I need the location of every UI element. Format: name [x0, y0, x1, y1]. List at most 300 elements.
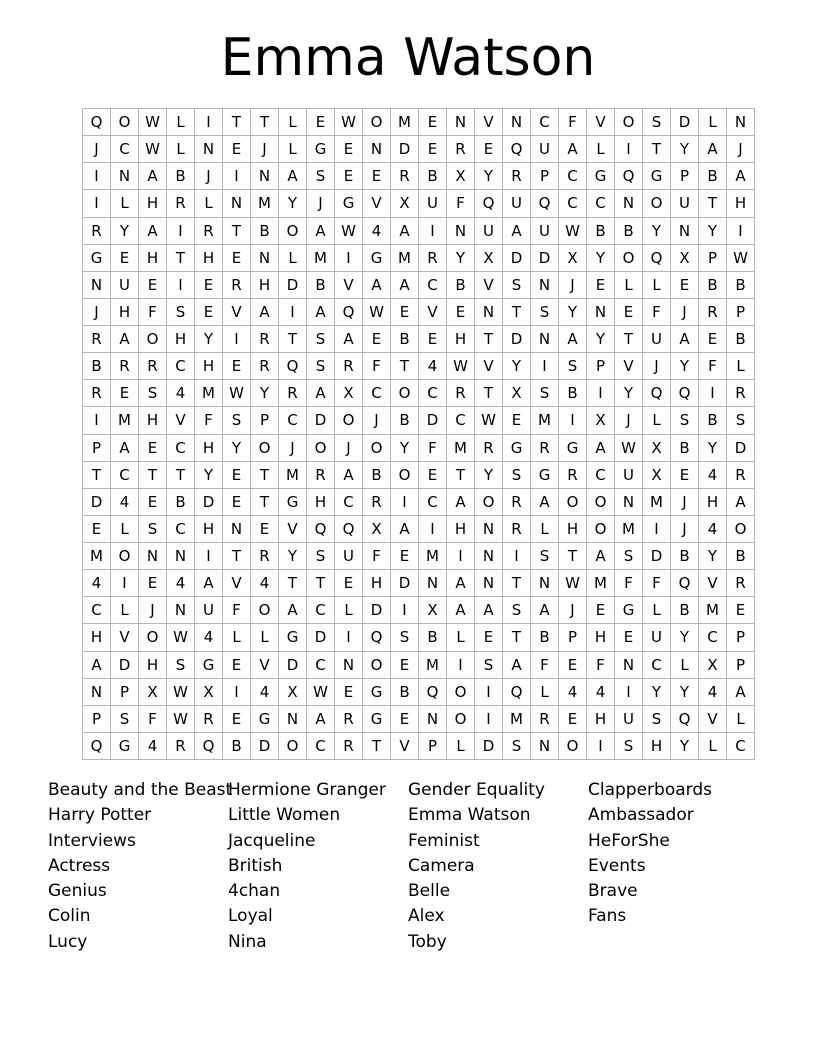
grid-cell: R: [419, 244, 447, 271]
grid-cell: E: [475, 136, 503, 163]
grid-cell: N: [531, 570, 559, 597]
grid-row: [83, 353, 755, 380]
grid-cell: G: [279, 624, 307, 651]
grid-cell: X: [587, 407, 615, 434]
word-item: Loyal: [228, 906, 273, 927]
grid-cell: C: [643, 651, 671, 678]
grid-cell: H: [195, 353, 223, 380]
grid-cell: W: [559, 570, 587, 597]
grid-cell: R: [727, 570, 755, 597]
grid-cell: C: [307, 651, 335, 678]
grid-cell: C: [587, 461, 615, 488]
grid-cell: E: [671, 461, 699, 488]
grid-cell: R: [139, 353, 167, 380]
grid-cell: B: [419, 163, 447, 190]
grid-cell: X: [335, 380, 363, 407]
word-item: Emma Watson: [408, 805, 531, 826]
grid-cell: J: [671, 515, 699, 542]
grid-cell: I: [727, 217, 755, 244]
grid-cell: T: [363, 732, 391, 759]
grid-cell: X: [559, 244, 587, 271]
grid-cell: B: [699, 407, 727, 434]
word-item: Camera: [408, 855, 475, 876]
grid-cell: O: [615, 244, 643, 271]
grid-cell: N: [251, 163, 279, 190]
word-item: Beauty and the Beast: [48, 780, 233, 800]
grid-cell: A: [111, 434, 139, 461]
grid-cell: P: [699, 244, 727, 271]
grid-cell: C: [335, 488, 363, 515]
grid-cell: S: [615, 543, 643, 570]
grid-cell: V: [615, 353, 643, 380]
grid-cell: F: [139, 298, 167, 325]
grid-cell: S: [727, 407, 755, 434]
grid-cell: E: [111, 380, 139, 407]
word-item: Lucy: [48, 931, 88, 952]
grid-cell: D: [671, 109, 699, 136]
grid-cell: T: [475, 380, 503, 407]
grid-cell: Y: [447, 244, 475, 271]
grid-cell: R: [391, 163, 419, 190]
grid-cell: S: [307, 163, 335, 190]
grid-cell: C: [167, 353, 195, 380]
grid-cell: T: [503, 570, 531, 597]
word-item: Nina: [228, 931, 267, 952]
grid-row: [83, 515, 755, 542]
grid-cell: V: [223, 570, 251, 597]
grid-cell: J: [615, 407, 643, 434]
word-item: British: [228, 855, 283, 876]
grid-cell: Y: [279, 543, 307, 570]
grid-cell: T: [251, 109, 279, 136]
grid-cell: F: [531, 651, 559, 678]
grid-cell: H: [139, 651, 167, 678]
grid-cell: A: [251, 298, 279, 325]
grid-cell: R: [503, 515, 531, 542]
grid-cell: H: [195, 244, 223, 271]
word-item: 4chan: [228, 881, 281, 902]
grid-cell: 4: [195, 624, 223, 651]
grid-cell: I: [391, 597, 419, 624]
grid-row: [83, 163, 755, 190]
grid-cell: N: [531, 271, 559, 298]
grid-cell: I: [475, 705, 503, 732]
grid-cell: C: [699, 624, 727, 651]
grid-cell: O: [111, 109, 139, 136]
grid-cell: W: [223, 380, 251, 407]
grid-cell: Y: [671, 624, 699, 651]
grid-cell: R: [251, 543, 279, 570]
grid-cell: W: [167, 705, 195, 732]
grid-cell: V: [251, 651, 279, 678]
grid-cell: Y: [251, 380, 279, 407]
grid-cell: A: [335, 461, 363, 488]
grid-cell: I: [223, 678, 251, 705]
grid-cell: G: [363, 705, 391, 732]
grid-cell: N: [195, 136, 223, 163]
word-item: Feminist: [408, 830, 480, 851]
grid-cell: L: [111, 515, 139, 542]
grid-cell: O: [335, 407, 363, 434]
grid-cell: 4: [559, 678, 587, 705]
grid-cell: B: [167, 488, 195, 515]
grid-cell: S: [559, 353, 587, 380]
grid-cell: S: [167, 298, 195, 325]
grid-cell: W: [727, 244, 755, 271]
grid-cell: F: [587, 651, 615, 678]
grid-cell: I: [615, 136, 643, 163]
grid-cell: R: [699, 298, 727, 325]
grid-cell: N: [83, 271, 111, 298]
grid-cell: O: [251, 434, 279, 461]
grid-cell: B: [391, 407, 419, 434]
grid-cell: L: [643, 271, 671, 298]
grid-cell: A: [727, 488, 755, 515]
grid-cell: O: [307, 434, 335, 461]
grid-cell: R: [727, 380, 755, 407]
grid-cell: Y: [475, 461, 503, 488]
word-item: Harry Potter: [48, 805, 152, 826]
grid-cell: M: [531, 407, 559, 434]
grid-cell: O: [559, 488, 587, 515]
grid-cell: C: [307, 597, 335, 624]
grid-cell: N: [279, 705, 307, 732]
grid-cell: 4: [587, 678, 615, 705]
grid-cell: M: [699, 597, 727, 624]
grid-cell: W: [363, 298, 391, 325]
grid-cell: I: [419, 515, 447, 542]
grid-cell: L: [615, 271, 643, 298]
grid-cell: 4: [251, 678, 279, 705]
grid-cell: V: [223, 298, 251, 325]
grid-cell: E: [391, 705, 419, 732]
grid-row: [83, 326, 755, 353]
grid-cell: J: [83, 298, 111, 325]
grid-cell: O: [447, 678, 475, 705]
grid-cell: F: [363, 543, 391, 570]
puzzle-title: Emma Watson: [220, 28, 596, 88]
grid-cell: N: [335, 651, 363, 678]
grid-cell: R: [251, 353, 279, 380]
grid-cell: B: [671, 543, 699, 570]
grid-cell: Y: [111, 217, 139, 244]
grid-cell: V: [391, 732, 419, 759]
grid-cell: Y: [391, 434, 419, 461]
grid-cell: L: [587, 136, 615, 163]
grid-cell: E: [363, 326, 391, 353]
grid-cell: S: [139, 515, 167, 542]
grid-cell: B: [447, 271, 475, 298]
word-item: HeForShe: [588, 830, 670, 851]
grid-cell: O: [279, 732, 307, 759]
grid-cell: 4: [363, 217, 391, 244]
grid-cell: B: [167, 163, 195, 190]
grid-cell: L: [167, 109, 195, 136]
grid-cell: A: [139, 163, 167, 190]
grid-cell: L: [195, 190, 223, 217]
grid-cell: O: [587, 515, 615, 542]
grid-cell: I: [279, 298, 307, 325]
grid-cell: G: [615, 597, 643, 624]
grid-cell: N: [531, 732, 559, 759]
grid-cell: D: [391, 570, 419, 597]
grid-cell: G: [531, 461, 559, 488]
grid-cell: G: [279, 488, 307, 515]
grid-cell: Q: [531, 190, 559, 217]
grid-cell: I: [419, 217, 447, 244]
grid-cell: Y: [699, 217, 727, 244]
grid-cell: G: [503, 434, 531, 461]
grid-cell: L: [447, 732, 475, 759]
grid-cell: I: [335, 624, 363, 651]
grid-cell: E: [223, 136, 251, 163]
grid-cell: B: [727, 543, 755, 570]
grid-cell: Q: [335, 515, 363, 542]
grid-cell: I: [391, 488, 419, 515]
grid-cell: 4: [251, 570, 279, 597]
grid-cell: S: [307, 543, 335, 570]
grid-cell: N: [531, 326, 559, 353]
grid-cell: J: [671, 298, 699, 325]
grid-cell: Y: [671, 678, 699, 705]
grid-cell: M: [307, 244, 335, 271]
grid-cell: Q: [307, 515, 335, 542]
grid-cell: C: [111, 136, 139, 163]
grid-cell: C: [559, 163, 587, 190]
grid-cell: A: [391, 515, 419, 542]
grid-cell: F: [699, 353, 727, 380]
grid-cell: E: [307, 109, 335, 136]
grid-cell: C: [167, 515, 195, 542]
grid-cell: I: [587, 732, 615, 759]
grid-cell: S: [643, 705, 671, 732]
grid-cell: I: [475, 678, 503, 705]
grid-cell: C: [559, 190, 587, 217]
grid-row: [83, 407, 755, 434]
grid-cell: N: [727, 109, 755, 136]
grid-cell: E: [363, 163, 391, 190]
grid-cell: X: [391, 190, 419, 217]
grid-cell: E: [419, 461, 447, 488]
grid-cell: T: [167, 461, 195, 488]
grid-cell: Q: [643, 380, 671, 407]
grid-cell: T: [279, 326, 307, 353]
grid-cell: S: [307, 353, 335, 380]
grid-cell: V: [419, 298, 447, 325]
grid-cell: R: [307, 461, 335, 488]
grid-cell: Q: [615, 163, 643, 190]
grid-cell: N: [83, 678, 111, 705]
grid-row: [83, 543, 755, 570]
word-item: Ambassador: [588, 805, 694, 826]
grid-cell: R: [727, 461, 755, 488]
grid-cell: U: [643, 326, 671, 353]
grid-cell: L: [531, 678, 559, 705]
grid-row: [83, 461, 755, 488]
grid-cell: W: [615, 434, 643, 461]
grid-cell: J: [643, 353, 671, 380]
grid-cell: O: [727, 515, 755, 542]
grid-cell: R: [167, 190, 195, 217]
grid-cell: A: [503, 651, 531, 678]
grid-cell: I: [559, 407, 587, 434]
grid-cell: S: [223, 407, 251, 434]
grid-cell: B: [251, 217, 279, 244]
grid-cell: J: [83, 136, 111, 163]
grid-cell: S: [531, 298, 559, 325]
grid-cell: U: [475, 217, 503, 244]
grid-cell: G: [195, 651, 223, 678]
grid-cell: N: [503, 109, 531, 136]
grid-cell: E: [419, 136, 447, 163]
grid-cell: P: [531, 163, 559, 190]
grid-cell: H: [643, 732, 671, 759]
grid-cell: A: [335, 326, 363, 353]
grid-cell: D: [195, 488, 223, 515]
grid-cell: B: [307, 271, 335, 298]
grid-cell: L: [251, 624, 279, 651]
grid-cell: X: [699, 651, 727, 678]
grid-cell: C: [83, 597, 111, 624]
grid-cell: O: [391, 461, 419, 488]
grid-cell: T: [615, 326, 643, 353]
grid-cell: M: [391, 244, 419, 271]
grid-cell: N: [167, 597, 195, 624]
grid-cell: E: [615, 624, 643, 651]
grid-cell: Q: [671, 570, 699, 597]
grid-cell: B: [391, 678, 419, 705]
grid-cell: M: [447, 434, 475, 461]
grid-cell: A: [195, 570, 223, 597]
grid-cell: L: [643, 407, 671, 434]
grid-cell: R: [531, 434, 559, 461]
word-column: [48, 778, 233, 955]
grid-cell: 4: [699, 461, 727, 488]
grid-cell: E: [447, 298, 475, 325]
grid-cell: C: [447, 407, 475, 434]
grid-cell: U: [615, 461, 643, 488]
grid-cell: D: [279, 271, 307, 298]
grid-cell: A: [307, 217, 335, 244]
grid-cell: L: [279, 136, 307, 163]
grid-cell: A: [307, 380, 335, 407]
grid-cell: R: [167, 732, 195, 759]
grid-cell: D: [307, 407, 335, 434]
grid-cell: F: [447, 190, 475, 217]
grid-cell: 4: [139, 732, 167, 759]
grid-cell: N: [475, 515, 503, 542]
grid-cell: W: [559, 217, 587, 244]
grid-cell: R: [503, 163, 531, 190]
grid-cell: C: [111, 461, 139, 488]
grid-cell: H: [111, 298, 139, 325]
grid-cell: T: [643, 136, 671, 163]
grid-cell: T: [503, 298, 531, 325]
grid-cell: N: [615, 190, 643, 217]
grid-cell: R: [559, 461, 587, 488]
grid-cell: S: [615, 732, 643, 759]
grid-cell: R: [251, 326, 279, 353]
grid-cell: 4: [167, 570, 195, 597]
grid-cell: E: [391, 543, 419, 570]
grid-cell: W: [139, 109, 167, 136]
grid-cell: L: [279, 244, 307, 271]
grid-cell: L: [727, 353, 755, 380]
grid-cell: B: [419, 624, 447, 651]
grid-cell: D: [727, 434, 755, 461]
grid-cell: R: [335, 705, 363, 732]
grid-cell: J: [307, 190, 335, 217]
grid-cell: C: [531, 109, 559, 136]
grid-cell: R: [335, 353, 363, 380]
grid-cell: J: [363, 407, 391, 434]
grid-cell: I: [195, 109, 223, 136]
grid-cell: F: [223, 597, 251, 624]
grid-cell: O: [363, 651, 391, 678]
grid-cell: U: [503, 190, 531, 217]
grid-cell: M: [587, 570, 615, 597]
grid-cell: C: [419, 271, 447, 298]
grid-cell: I: [503, 543, 531, 570]
word-item: Brave: [588, 881, 638, 902]
grid-cell: A: [83, 651, 111, 678]
grid-cell: N: [111, 163, 139, 190]
grid-cell: H: [587, 624, 615, 651]
grid-cell: V: [335, 271, 363, 298]
grid-cell: I: [223, 326, 251, 353]
grid-cell: N: [475, 298, 503, 325]
grid-cell: E: [335, 570, 363, 597]
word-item: Toby: [408, 931, 447, 952]
grid-cell: I: [615, 678, 643, 705]
word-item: Alex: [408, 906, 445, 927]
grid-cell: E: [139, 434, 167, 461]
grid-cell: F: [615, 570, 643, 597]
grid-cell: A: [307, 705, 335, 732]
grid-cell: O: [363, 109, 391, 136]
grid-cell: E: [391, 651, 419, 678]
grid-cell: A: [671, 326, 699, 353]
grid-cell: X: [419, 597, 447, 624]
grid-cell: Y: [699, 434, 727, 461]
grid-cell: 4: [419, 353, 447, 380]
word-item: Fans: [588, 906, 627, 927]
grid-cell: Q: [671, 705, 699, 732]
grid-cell: U: [111, 271, 139, 298]
grid-cell: B: [699, 271, 727, 298]
grid-cell: S: [111, 705, 139, 732]
grid-cell: S: [139, 380, 167, 407]
grid-cell: N: [447, 217, 475, 244]
grid-cell: E: [503, 407, 531, 434]
grid-cell: J: [335, 434, 363, 461]
grid-cell: A: [391, 271, 419, 298]
grid-cell: X: [195, 678, 223, 705]
grid-cell: E: [335, 136, 363, 163]
grid-cell: R: [447, 380, 475, 407]
grid-cell: B: [615, 217, 643, 244]
grid-cell: F: [559, 109, 587, 136]
grid-cell: O: [643, 190, 671, 217]
grid-cell: A: [363, 271, 391, 298]
grid-cell: X: [643, 461, 671, 488]
grid-cell: Q: [363, 624, 391, 651]
grid-cell: E: [223, 461, 251, 488]
grid-cell: B: [531, 624, 559, 651]
grid-cell: Q: [475, 190, 503, 217]
grid-cell: Y: [615, 380, 643, 407]
grid-cell: E: [335, 163, 363, 190]
